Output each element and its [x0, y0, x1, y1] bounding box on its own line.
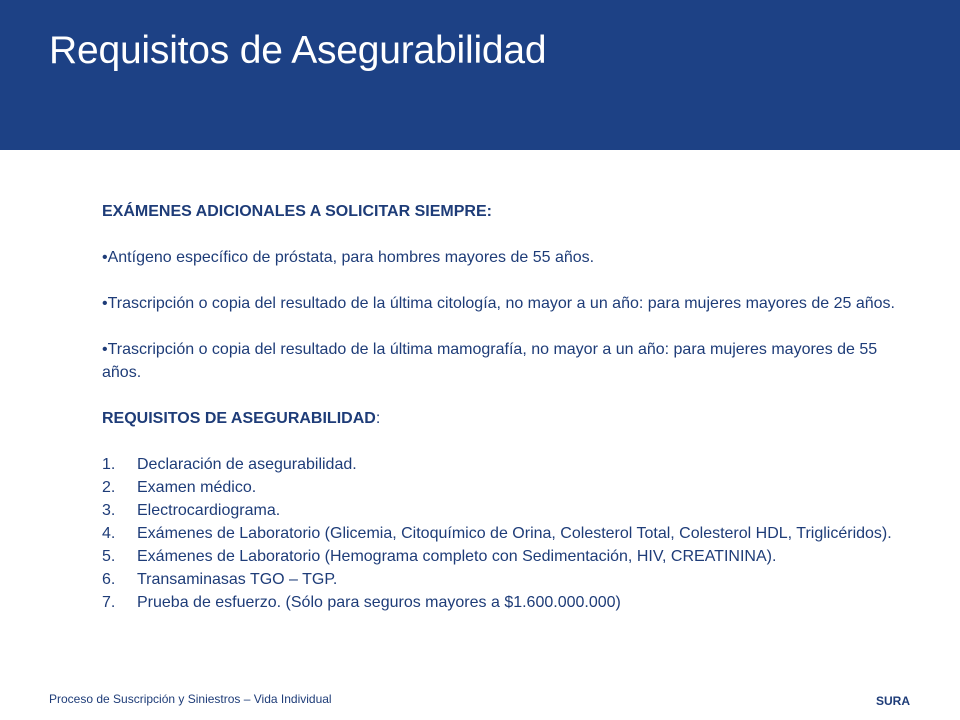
- footer-process-label: Proceso de Suscripción y Siniestros – Vida Individual: [49, 692, 332, 706]
- list-text: Examen médico.: [137, 479, 257, 496]
- list-number: 6.: [102, 571, 116, 588]
- list-item: [102, 568, 902, 591]
- list-text: Exámenes de Laboratorio (Hemograma completo con Sedimentación, HIV, CREATININA).: [137, 548, 777, 565]
- list-item: [102, 545, 902, 568]
- slide-content: [102, 200, 902, 614]
- list-text: Exámenes de Laboratorio (Glicemia, Citoquímico de Orina, Colesterol Total, Colesterol HDL, Triglicéridos).: [137, 525, 892, 542]
- section-heading-text: REQUISITOS DE ASEGURABILIDAD: [102, 410, 376, 427]
- list-number: 2.: [102, 479, 116, 496]
- requirements-list: [102, 453, 902, 614]
- list-text: Declaración de asegurabilidad.: [137, 456, 357, 473]
- list-number: 5.: [102, 548, 116, 565]
- list-text: Transaminasas TGO – TGP.: [137, 571, 338, 588]
- section-heading-exams: EXÁMENES ADICIONALES A SOLICITAR SIEMPRE:: [102, 203, 492, 220]
- bullet-item: •Antígeno específico de próstata, para hombres mayores de 55 años.: [102, 249, 595, 266]
- section-heading-colon: :: [375, 410, 381, 427]
- list-item: [102, 453, 902, 476]
- bullet-item: •Trascripción o copia del resultado de la última mamografía, no mayor a un año: para mujeres mayores de 55 años.: [102, 341, 878, 381]
- slide-title: Requisitos de Asegurabilidad: [49, 29, 547, 72]
- list-number: 7.: [102, 594, 116, 611]
- list-number: 3.: [102, 502, 116, 519]
- list-item: [102, 499, 902, 522]
- section-heading-requirements: [102, 407, 902, 430]
- list-item: [102, 476, 902, 499]
- list-number: 4.: [102, 525, 116, 542]
- list-item: [102, 591, 902, 614]
- list-item: [102, 522, 902, 545]
- footer-brand-label: SURA: [875, 694, 910, 708]
- bullet-item: •Trascripción o copia del resultado de la última citología, no mayor a un año: para mujeres mayores de 25 años.: [102, 295, 895, 312]
- list-text: Electrocardiograma.: [137, 502, 281, 519]
- list-text: Prueba de esfuerzo. (Sólo para seguros mayores a $1.600.000.000): [137, 594, 621, 611]
- list-number: 1.: [102, 456, 116, 473]
- title-banner: [0, 0, 960, 150]
